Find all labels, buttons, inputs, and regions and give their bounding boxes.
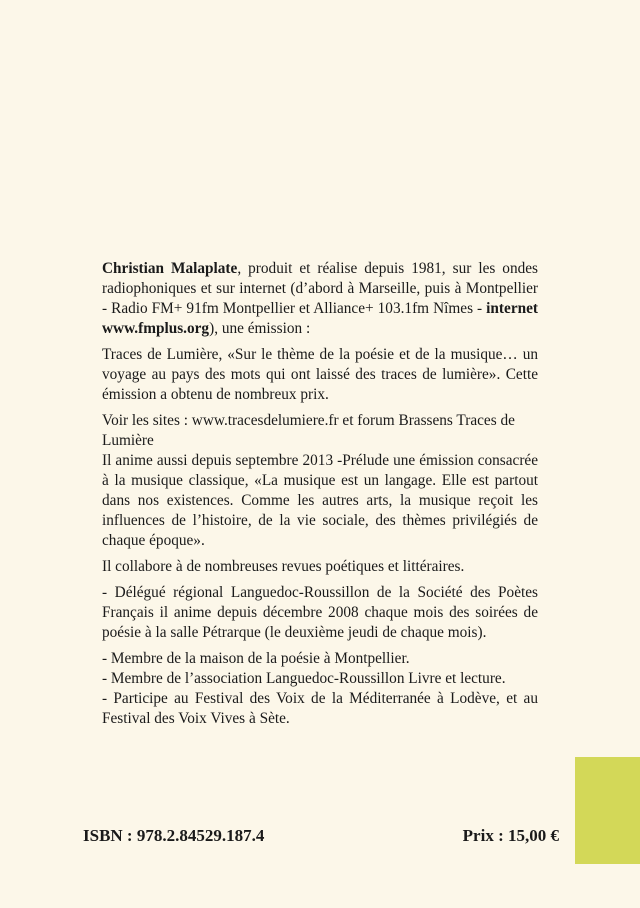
bio-paragraph-intro — [102, 259, 538, 339]
author-biography — [102, 259, 538, 729]
bio-paragraph-delegate: - Délégué régional Languedoc-Roussillon de la Société des Poètes Français il anime depuis décembre 2008 chaque mois des soirées de poésie à la salle Pétrarque (le deuxième jeudi de chaque mois). — [102, 584, 538, 641]
bio-paragraph-maison: - Membre de la maison de la poésie à Montpellier. — [102, 650, 410, 667]
bio-paragraph-reviews: Il collabore à de nombreuses revues poétiques et littéraires. — [102, 558, 465, 575]
bio-paragraph-prelude: Il anime aussi depuis septembre 2013 -Prélude une émission consacrée à la musique classique, «La musique est un langage. Elle est partout dans nos existences. Comme les autres arts, la musique reçoit les influences de l’histoire, de la vie sociale, des thèmes privilégiés de chaque époque». — [102, 452, 538, 549]
bio-paragraph-program: Traces de Lumière, «Sur le thème de la poésie et de la musique… un voyage au pays des mots qui ont laissé des traces de lumière». Cette émission a obtenu de nombreux prix. — [102, 346, 538, 403]
bio-intro-text: , produit et réalise depuis 1981, sur les ondes radiophoniques et sur internet (d’abord à Marseille, puis à Montpellier - Radio FM+ 91fm Montpellier et Alliance+ 103.1fm Nîmes - — [102, 260, 538, 317]
bio-paragraph-sites: Voir les sites : www.tracesdelumiere.fr et forum Brassens Traces de Lumière — [102, 412, 515, 449]
website-reference: internet www.fmplus.org — [102, 300, 538, 337]
bio-paragraph-festivals: - Participe au Festival des Voix de la Méditerranée à Lodève, et au Festival des Voix Vives à Sète. — [102, 690, 538, 727]
green-color-tab — [575, 757, 640, 864]
bio-paragraph-association: - Membre de l’association Languedoc-Roussillon Livre et lecture. — [102, 670, 506, 687]
price-label: Prix : 15,00 € — [462, 826, 559, 845]
author-name: Christian Malaplate — [102, 260, 238, 277]
bio-intro-end: ), une émission : — [209, 320, 311, 337]
isbn-label: ISBN : 978.2.84529.187.4 — [83, 826, 265, 845]
